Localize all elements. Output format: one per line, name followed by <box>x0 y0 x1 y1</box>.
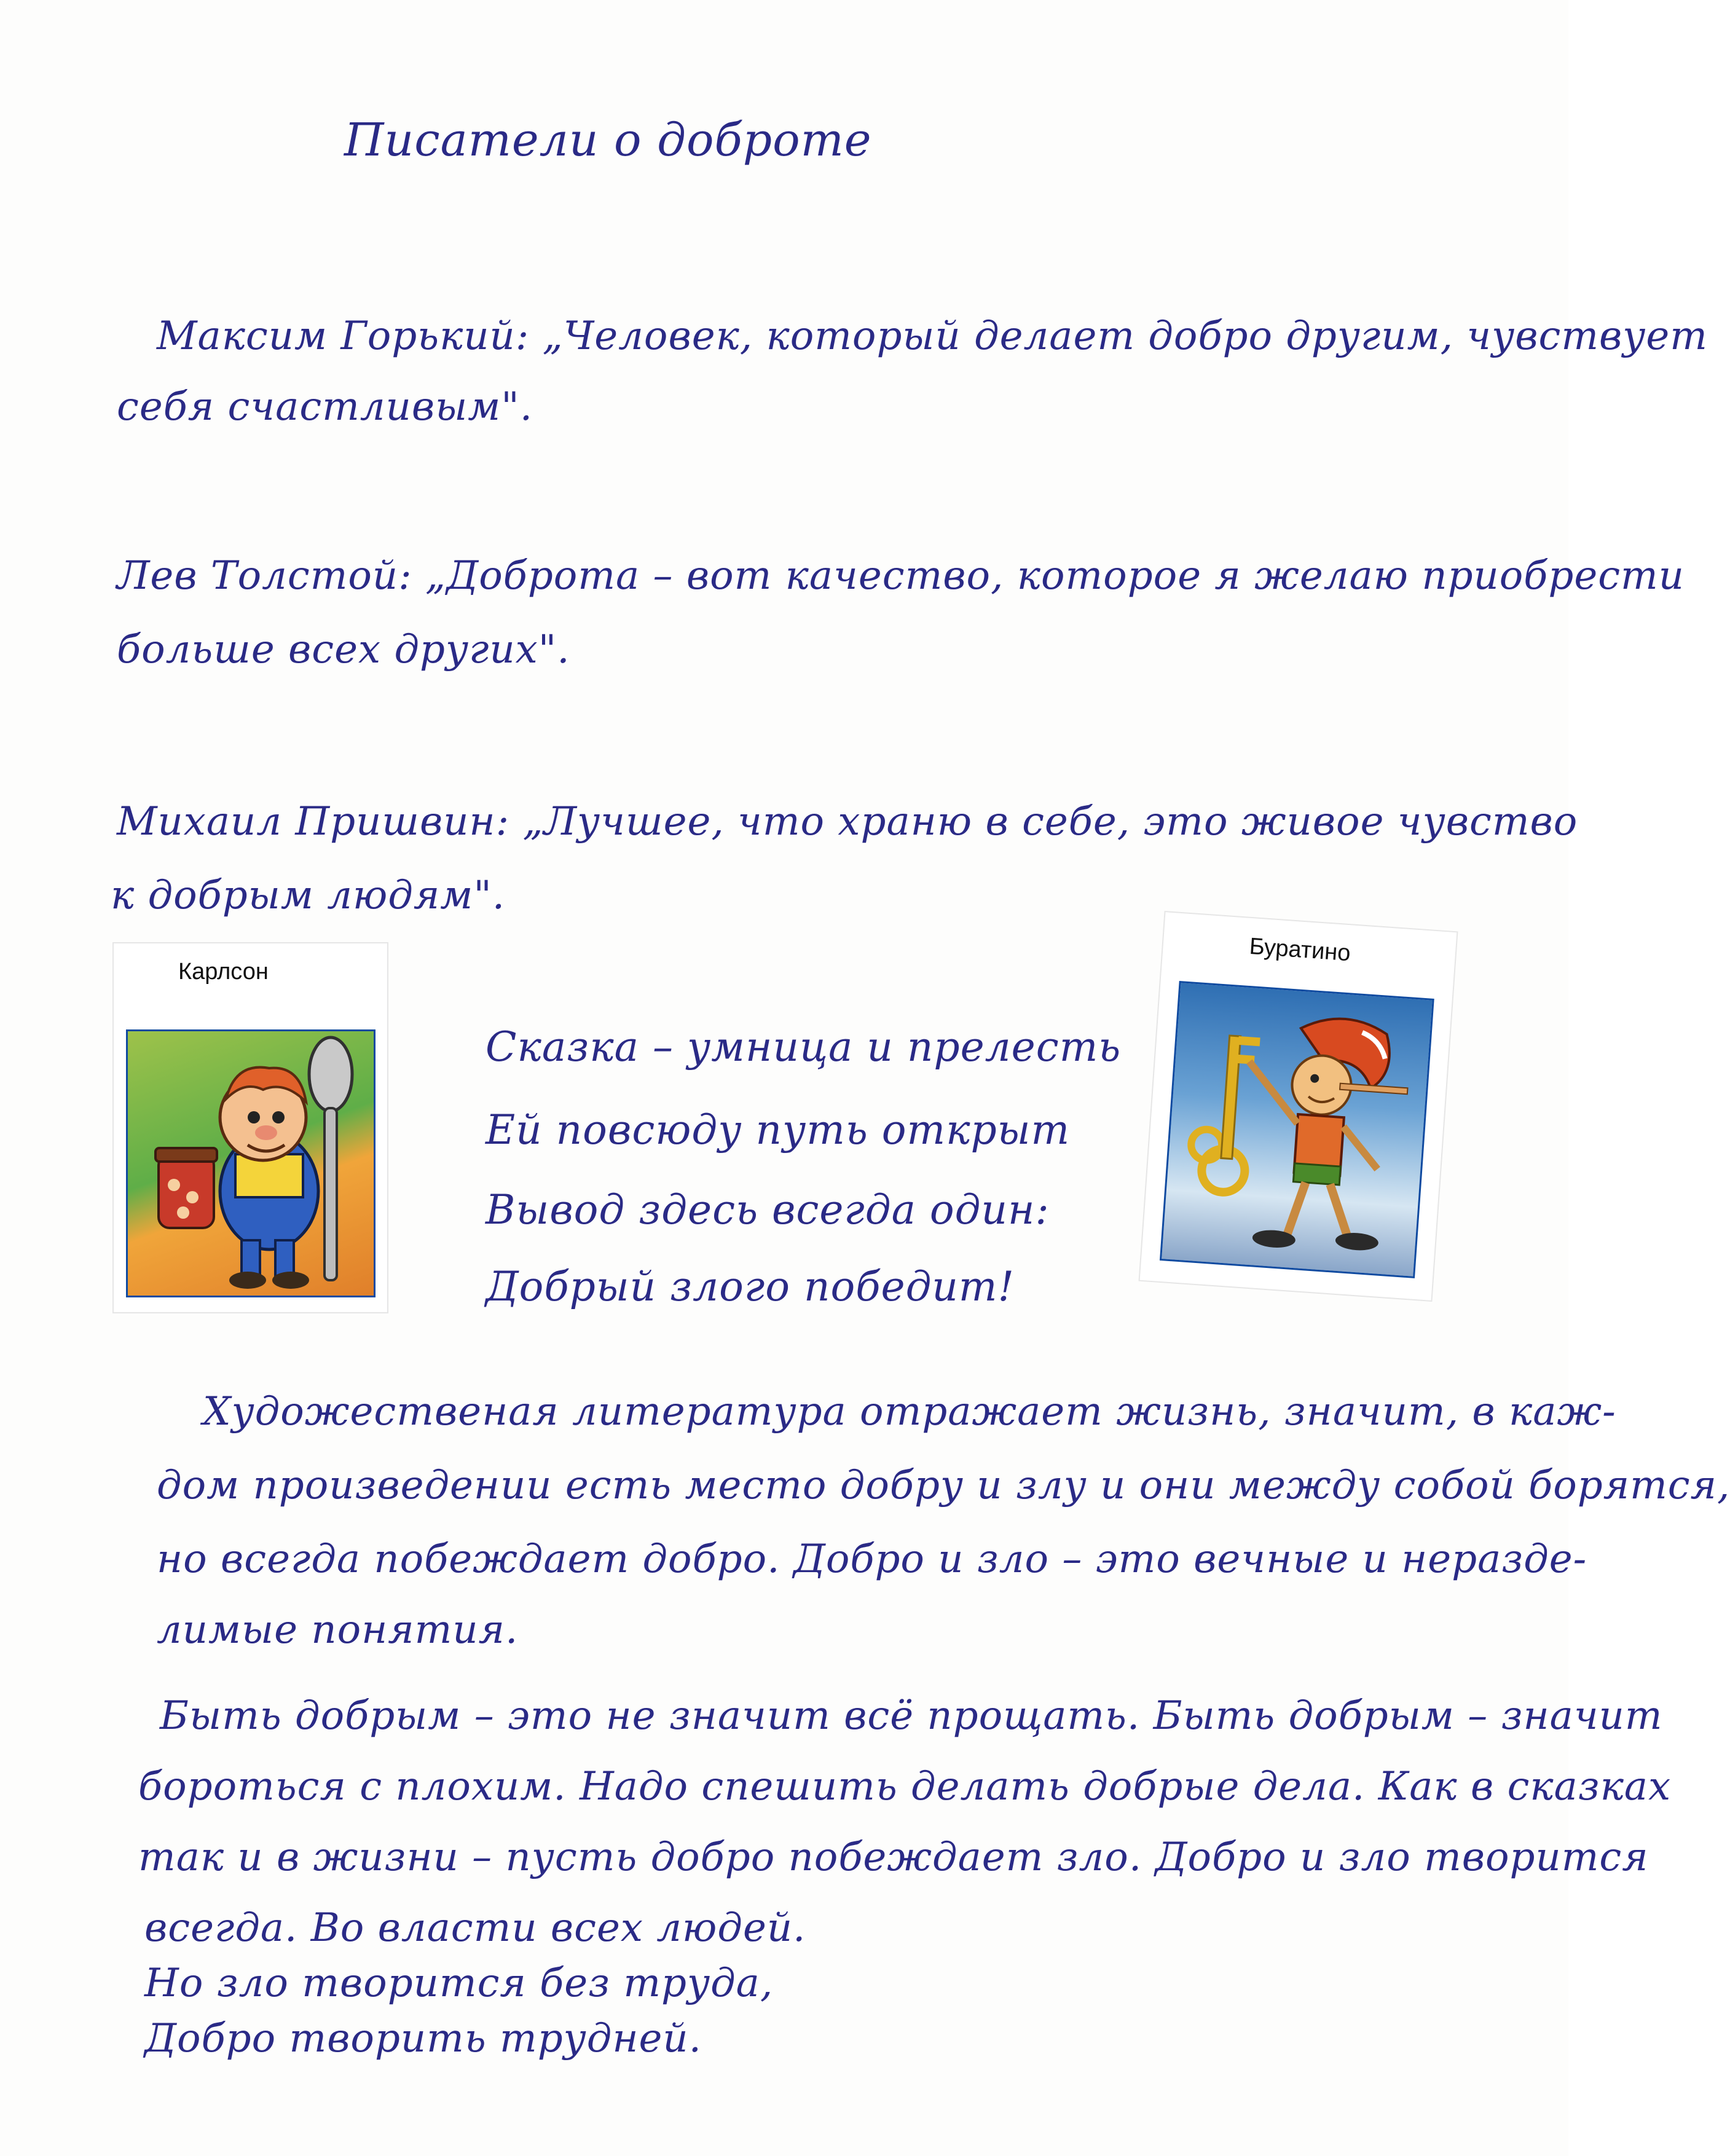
buratino-card <box>1140 912 1457 1300</box>
paragraph2-line2: бороться с плохим. Надо спешить делать добрые дела. Как в сказках <box>138 1764 1672 1809</box>
quote-prishvin-line1: Михаил Пришвин: „Лучшее, что храню в себе, это живое чувство <box>117 799 1578 844</box>
quote-gorky-line1: Максим Горький: „Человек, который делает добро другим, чувствует <box>157 313 1708 359</box>
poem-line4: Добрый злого победит! <box>486 1263 1015 1310</box>
page-title: Писатели о доброте <box>344 114 872 167</box>
buratino-picture <box>1162 983 1432 1277</box>
poem-line2: Ей повсюду путь открыт <box>486 1106 1071 1154</box>
quote-tolstoy-line1: Лев Толстой: „Доброта – вот качество, которое я желаю приобрести <box>117 553 1685 599</box>
paragraph2-line6: Добро творить трудней. <box>144 2016 702 2061</box>
paragraph2-line1: Быть добрым – это не значит всё прощать. Быть добрым – значит <box>160 1693 1663 1739</box>
quote-gorky-line2: себя счастливым". <box>117 384 533 430</box>
paragraph2-line5: Но зло творится без труда, <box>144 1961 774 2006</box>
poem-line3: Вывод здесь всегда один: <box>486 1186 1050 1233</box>
buratino-label: Буратино <box>1248 933 1351 967</box>
paragraph2-line4: всегда. Во власти всех людей. <box>144 1905 806 1951</box>
paragraph1-line1: Художественая литература отражает жизнь, значит, в каж- <box>203 1389 1616 1434</box>
quote-tolstoy-line2: больше всех других". <box>117 627 570 672</box>
quote-prishvin-line2: к добрым людям". <box>111 873 506 918</box>
poem-line1: Сказка – умница и прелесть <box>486 1023 1122 1071</box>
paragraph1-line2: дом произведении есть место добру и злу и они между собой борятся, <box>157 1463 1730 1508</box>
carlson-picture <box>128 1031 374 1296</box>
paragraph2-line3: так и в жизни – пусть добро побеждает зло. Добро и зло творится <box>138 1835 1649 1880</box>
paragraph1-line4: лимые понятия. <box>157 1607 519 1653</box>
carlson-label: Карлсон <box>178 959 269 985</box>
carlson-illustration <box>126 1029 375 1297</box>
paragraph1-line3: но всегда побеждает добро. Добро и зло – это вечные и неразде- <box>157 1536 1587 1582</box>
buratino-illustration <box>1160 981 1434 1278</box>
carlson-card <box>114 943 387 1312</box>
